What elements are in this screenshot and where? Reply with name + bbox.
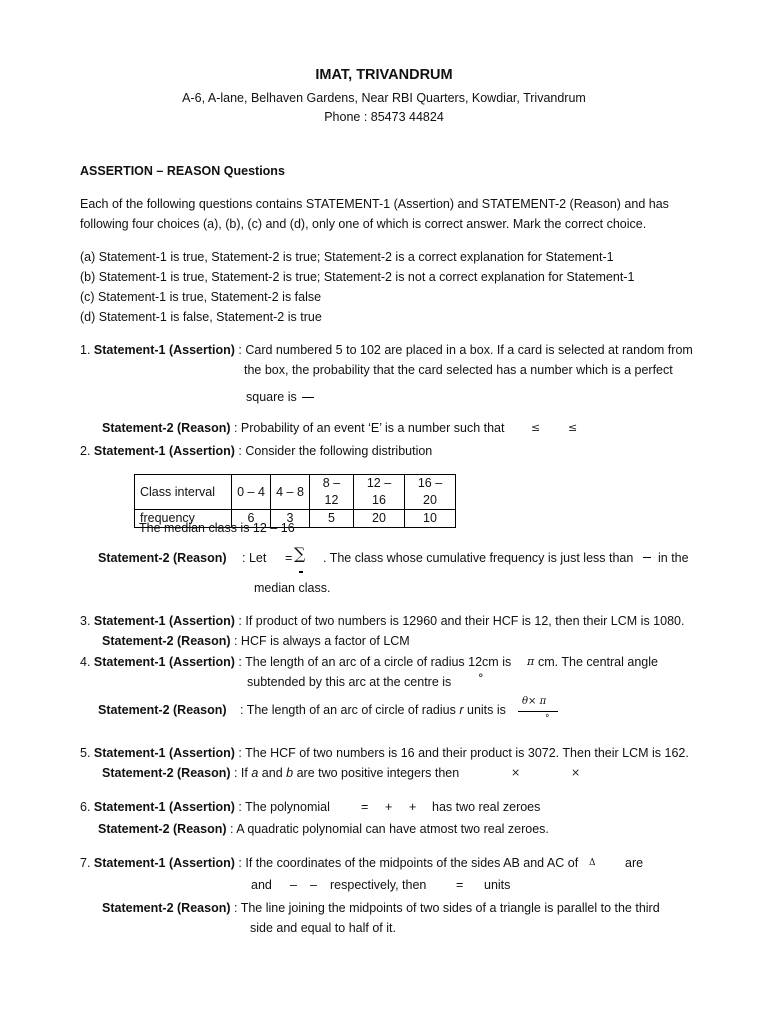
question-4-line-2: subtended by this arc at the centre is xyxy=(247,675,452,689)
statement-text: : HCF is always a factor of LCM xyxy=(230,634,410,648)
table-row xyxy=(135,475,456,510)
statement-text: : The length of an arc of circle of radius xyxy=(240,703,456,717)
table-cell: 0 – 4 xyxy=(232,475,271,510)
variable-b: b xyxy=(286,766,294,780)
table-cell: 3 xyxy=(271,510,310,528)
variable-a: a xyxy=(251,766,259,780)
table-cell: 4 – 8 xyxy=(271,475,310,510)
equals-symbol: = xyxy=(456,878,464,892)
statement-1-label: Statement-1 (Assertion) xyxy=(93,800,235,814)
statement-text: units xyxy=(484,878,511,892)
statement-text: : A quadratic polynomial can have atmost two real zeroes. xyxy=(226,822,549,836)
plus-symbol: + xyxy=(409,800,417,814)
statement-text: : Probability of an event ‘E’ is a number such that xyxy=(230,421,505,435)
statement-text: : If the coordinates of the midpoints of the sides AB and AC of xyxy=(234,856,579,870)
fraction-bar xyxy=(302,397,314,398)
question-number: 2. xyxy=(80,444,91,458)
statement-text: : The line joining the midpoints of two sides of a triangle is parallel to the third xyxy=(230,901,660,915)
table-cell: 12 – 16 xyxy=(354,475,405,510)
choice-d: (d) Statement-1 is false, Statement-2 is true xyxy=(80,310,322,324)
equals-symbol: = xyxy=(285,551,293,565)
statement-text: : If product of two numbers is 12960 and their HCF is 12, then their LCM is 1080. xyxy=(234,614,685,628)
statement-text: units is xyxy=(467,703,506,717)
question-5-statement-2 xyxy=(102,765,459,781)
statement-1-label: Statement-1 (Assertion) xyxy=(93,856,235,870)
pi-symbol: π xyxy=(527,655,535,668)
question-4-statement-1 xyxy=(80,654,511,670)
statement-text: and xyxy=(251,878,272,892)
question-1-line-2: the box, the probability that the card selected has a number which is a perfect xyxy=(244,363,673,377)
choice-a: (a) Statement-1 is true, Statement-2 is true; Statement-2 is a correct explanation for Statement-1 xyxy=(80,250,614,264)
dash-symbol: – xyxy=(290,878,297,892)
leq-symbol: ≤ xyxy=(568,421,578,434)
times-symbol: × xyxy=(571,766,581,779)
statement-text: . The class whose cumulative frequency is just less than xyxy=(323,551,634,565)
statement-text: : The polynomial xyxy=(234,800,330,814)
triangle-symbol: Δ xyxy=(589,858,596,868)
question-6-statement-1 xyxy=(80,799,330,815)
institute-title: IMAT, TRIVANDRUM xyxy=(315,67,453,83)
table-cell: frequency xyxy=(135,510,232,528)
question-number: 6. xyxy=(80,800,91,814)
statement-text: respectively, then xyxy=(330,878,427,892)
fraction-numerator: θ× π xyxy=(522,696,547,707)
statement-text: : Card numbered 5 to 102 are placed in a box. If a card is selected at random from xyxy=(234,343,693,357)
section-title: ASSERTION – REASON Questions xyxy=(80,164,285,178)
equals-symbol: = xyxy=(361,800,369,814)
fraction-denominator: ° xyxy=(545,714,550,724)
statement-1-label: Statement-1 (Assertion) xyxy=(93,444,235,458)
table-cell: 6 xyxy=(232,510,271,528)
question-2-statement-1 xyxy=(80,443,432,459)
institute-phone: Phone : 85473 44824 xyxy=(324,110,444,124)
question-number: 3. xyxy=(80,614,91,628)
statement-1-label: Statement-1 (Assertion) xyxy=(93,614,235,628)
times-symbol: × xyxy=(511,766,521,779)
fraction-bar xyxy=(518,711,558,712)
statement-2-label: Statement-2 (Reason) xyxy=(98,703,227,717)
institute-address: A-6, A-lane, Belhaven Gardens, Near RBI Quarters, Kowdiar, Trivandrum xyxy=(182,91,586,105)
degree-symbol: ° xyxy=(478,672,484,685)
question-number: 5. xyxy=(80,746,91,760)
statement-1-label: Statement-1 (Assertion) xyxy=(93,746,235,760)
question-number: 1. xyxy=(80,343,91,357)
statement-text: are xyxy=(625,856,644,870)
variable-r: r xyxy=(459,703,464,717)
statement-text: : Consider the following distribution xyxy=(234,444,433,458)
table-cell: 10 xyxy=(405,510,456,528)
question-3-statement-1 xyxy=(80,613,684,629)
statement-text: : If xyxy=(230,766,248,780)
statement-text: : The length of an arc of a circle of radius 12cm is xyxy=(234,655,512,669)
leq-symbol: ≤ xyxy=(531,421,541,434)
statement-2-label: Statement-2 (Reason) xyxy=(102,634,231,648)
table-cell: 20 xyxy=(354,510,405,528)
plus-symbol: + xyxy=(385,800,393,814)
question-7-statement-1 xyxy=(80,855,578,871)
statement-text: has two real zeroes xyxy=(432,800,541,814)
sigma-symbol: ∑ xyxy=(294,544,306,563)
question-1-statement-2 xyxy=(102,420,505,436)
intro-line-1: Each of the following questions contains STATEMENT-1 (Assertion) and STATEMENT-2 (Reason) and has xyxy=(80,197,669,211)
question-number: 4. xyxy=(80,655,91,669)
statement-2-label: Statement-2 (Reason) xyxy=(102,901,231,915)
statement-2-label: Statement-2 (Reason) xyxy=(102,766,231,780)
statement-2-label: Statement-2 (Reason) xyxy=(98,822,227,836)
statement-text: are two positive integers then xyxy=(296,766,460,780)
choice-b: (b) Statement-1 is true, Statement-2 is true; Statement-2 is not a correct explanation for Statement-1 xyxy=(80,270,635,284)
question-2-statement-2 xyxy=(98,550,227,566)
statement-1-label: Statement-1 (Assertion) xyxy=(93,655,235,669)
statement-text: : Let xyxy=(242,551,267,565)
fraction-bar xyxy=(299,571,303,573)
statement-text: median class. xyxy=(254,581,331,595)
choice-c: (c) Statement-1 is true, Statement-2 is false xyxy=(80,290,322,304)
statement-text: cm. The central angle xyxy=(538,655,658,669)
question-7-statement-2 xyxy=(102,900,660,916)
table-cell: 16 – 20 xyxy=(405,475,456,510)
question-number: 7. xyxy=(80,856,91,870)
statement-text: in the xyxy=(658,551,689,565)
table-cell: Class interval xyxy=(135,475,232,510)
question-1-statement-1 xyxy=(80,342,693,358)
statement-2-label: Statement-2 (Reason) xyxy=(102,421,231,435)
intro-line-2: following four choices (a), (b), (c) and (d), only one of which is correct answer. Mark the correct choice. xyxy=(80,217,647,231)
question-4-reason xyxy=(240,702,506,718)
statement-2-label: Statement-2 (Reason) xyxy=(98,551,227,565)
table-cell: 5 xyxy=(310,510,354,528)
median-statement: The median class is 12 – 16 xyxy=(139,521,295,535)
question-1-line-3: square is xyxy=(246,390,297,404)
statement-text: and xyxy=(261,766,283,780)
table-cell: 8 – 12 xyxy=(310,475,354,510)
question-7-line-2: side and equal to half of it. xyxy=(250,921,396,935)
statement-1-label: Statement-1 (Assertion) xyxy=(93,343,235,357)
question-4-statement-2 xyxy=(98,702,227,718)
dash-symbol: – xyxy=(310,878,317,892)
statement-text: : The HCF of two numbers is 16 and their product is 3072. Then their LCM is 162. xyxy=(234,746,689,760)
fraction-bar xyxy=(643,557,651,558)
question-5-statement-1 xyxy=(80,745,689,761)
question-3-statement-2 xyxy=(102,633,410,649)
question-6-statement-2 xyxy=(98,821,549,837)
